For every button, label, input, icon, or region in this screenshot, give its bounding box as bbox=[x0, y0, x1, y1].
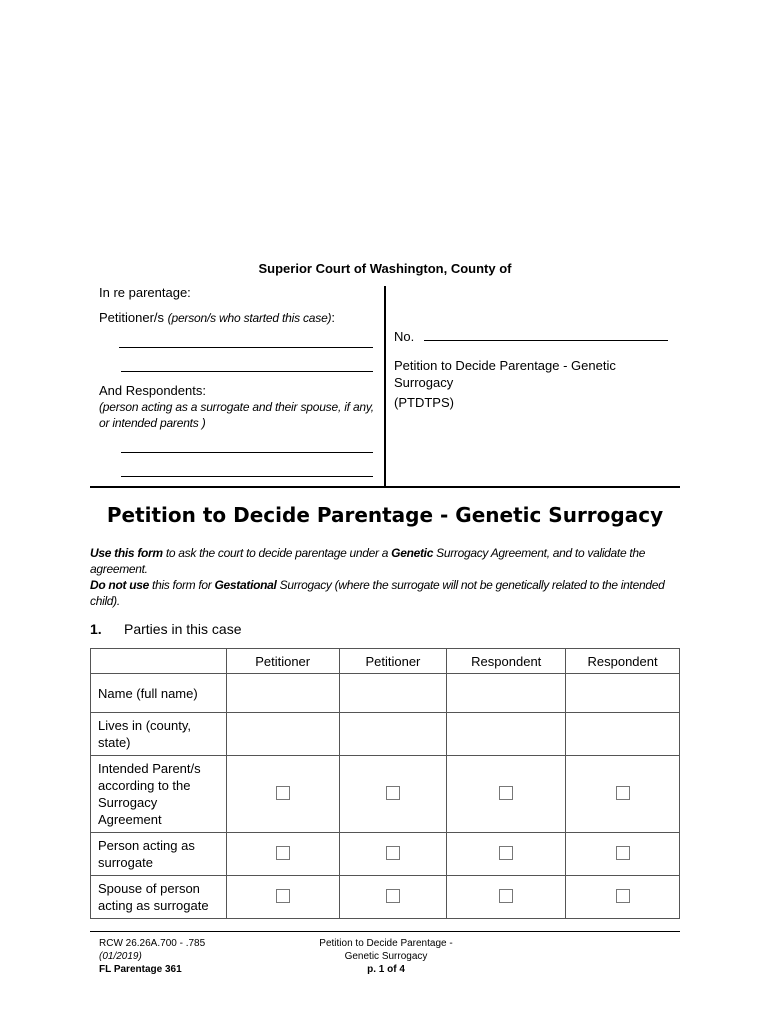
intended-parent-checkbox[interactable] bbox=[616, 786, 630, 800]
surrogate-checkbox[interactable] bbox=[276, 846, 290, 860]
footer-page-number: p. 1 of 4 bbox=[367, 964, 405, 975]
checkbox-cell bbox=[566, 833, 680, 876]
table-header-row bbox=[91, 649, 680, 674]
row-label: Lives in (county, state) bbox=[91, 713, 227, 756]
petitioner-name-line-2[interactable] bbox=[121, 371, 373, 372]
row-label: Intended Parent/s according to the Surrogacy Agreement bbox=[91, 756, 227, 833]
spouse-checkbox[interactable] bbox=[276, 889, 290, 903]
table-row-lives-in bbox=[91, 713, 680, 756]
checkbox-cell bbox=[339, 756, 447, 833]
table-row-spouse bbox=[91, 876, 680, 919]
name-input-cell[interactable] bbox=[339, 674, 447, 713]
checkbox-cell bbox=[566, 756, 680, 833]
do-not-use-instruction bbox=[90, 577, 680, 609]
checkbox-cell bbox=[447, 833, 566, 876]
caption-divider bbox=[384, 286, 386, 488]
lives-in-input-cell[interactable] bbox=[339, 713, 447, 756]
checkbox-cell bbox=[447, 876, 566, 919]
spouse-checkbox[interactable] bbox=[616, 889, 630, 903]
footer-center bbox=[300, 937, 472, 976]
table-row-surrogate bbox=[91, 833, 680, 876]
table-corner-cell bbox=[91, 649, 227, 674]
column-header: Petitioner bbox=[226, 649, 339, 674]
intended-parent-checkbox[interactable] bbox=[276, 786, 290, 800]
footer-rule bbox=[90, 931, 680, 932]
lives-in-input-cell[interactable] bbox=[566, 713, 680, 756]
petitioners-label bbox=[99, 310, 335, 325]
section-1-heading bbox=[90, 621, 242, 637]
checkbox-cell bbox=[566, 876, 680, 919]
case-number bbox=[394, 328, 668, 344]
surrogate-checkbox[interactable] bbox=[499, 846, 513, 860]
lives-in-input-cell[interactable] bbox=[447, 713, 566, 756]
intended-parent-checkbox[interactable] bbox=[386, 786, 400, 800]
in-re-label: In re parentage: bbox=[99, 285, 191, 300]
court-title: Superior Court of Washington, County of bbox=[258, 261, 512, 276]
case-number-label: No. bbox=[394, 329, 415, 344]
genetic-bold: Genetic bbox=[391, 546, 434, 560]
petitioners-note: (person/s who started this case) bbox=[167, 311, 332, 325]
respondent-name-line-1[interactable] bbox=[121, 452, 373, 453]
spouse-checkbox[interactable] bbox=[386, 889, 400, 903]
caption-doc-title: Petition to Decide Parentage - Genetic Surrogacy bbox=[394, 358, 616, 390]
row-label: Person acting as surrogate bbox=[91, 833, 227, 876]
dont-text-1: this form for bbox=[149, 578, 215, 592]
name-input-cell[interactable] bbox=[566, 674, 680, 713]
footer-rcw: RCW 26.26A.700 - .785 bbox=[99, 938, 206, 949]
name-input-cell[interactable] bbox=[447, 674, 566, 713]
respondent-name-line-2[interactable] bbox=[121, 476, 373, 477]
petitioners-colon: : bbox=[331, 310, 335, 325]
respondents-note: (person acting as a surrogate and their spouse, if any, or intended parents ) bbox=[99, 400, 374, 430]
name-input-cell[interactable] bbox=[226, 674, 339, 713]
footer-title-line-2: Genetic Surrogacy bbox=[344, 951, 428, 962]
use-text-2: Surrogacy Agreement, and to validate the agreement. bbox=[90, 546, 646, 576]
checkbox-cell bbox=[226, 876, 339, 919]
checkbox-cell bbox=[447, 756, 566, 833]
caption-doc-code: (PTDTPS) bbox=[394, 395, 454, 410]
parties-table bbox=[90, 648, 680, 919]
column-header: Respondent bbox=[447, 649, 566, 674]
respondents-label: And Respondents: bbox=[99, 383, 206, 398]
checkbox-cell bbox=[339, 833, 447, 876]
footer-date: (01/2019) bbox=[99, 951, 142, 962]
dont-text-2: Surrogacy (where the surrogate will not be genetically related to the intended child). bbox=[90, 578, 665, 608]
row-label: Spouse of person acting as surrogate bbox=[91, 876, 227, 919]
use-text-1: to ask the court to decide parentage under a bbox=[162, 546, 392, 560]
section-number: 1. bbox=[90, 621, 102, 637]
gestational-bold: Gestational bbox=[214, 578, 277, 592]
surrogate-checkbox[interactable] bbox=[386, 846, 400, 860]
column-header: Respondent bbox=[566, 649, 680, 674]
spouse-checkbox[interactable] bbox=[499, 889, 513, 903]
table-row-name bbox=[91, 674, 680, 713]
surrogate-checkbox[interactable] bbox=[616, 846, 630, 860]
column-header: Petitioner bbox=[339, 649, 447, 674]
petitioners-label-text: Petitioner/s bbox=[99, 310, 165, 325]
intended-parent-checkbox[interactable] bbox=[499, 786, 513, 800]
caption-bottom-rule bbox=[90, 486, 680, 488]
checkbox-cell bbox=[226, 756, 339, 833]
footer-title-line-1: Petition to Decide Parentage - bbox=[319, 938, 453, 949]
row-label: Name (full name) bbox=[91, 674, 227, 713]
table-row-intended-parent bbox=[91, 756, 680, 833]
case-number-field[interactable] bbox=[424, 328, 668, 341]
page-title: Petition to Decide Parentage - Genetic Surrogacy bbox=[106, 503, 664, 527]
checkbox-cell bbox=[339, 876, 447, 919]
do-not-use-bold: Do not use bbox=[90, 578, 149, 592]
use-instruction bbox=[90, 545, 680, 577]
lives-in-input-cell[interactable] bbox=[226, 713, 339, 756]
checkbox-cell bbox=[226, 833, 339, 876]
footer-left bbox=[99, 937, 205, 976]
footer-form-id: FL Parentage 361 bbox=[99, 964, 182, 975]
petitioner-name-line-1[interactable] bbox=[119, 347, 373, 348]
use-this-form-bold: Use this form bbox=[90, 546, 163, 560]
instructions bbox=[90, 545, 680, 609]
section-title: Parties in this case bbox=[124, 621, 242, 637]
